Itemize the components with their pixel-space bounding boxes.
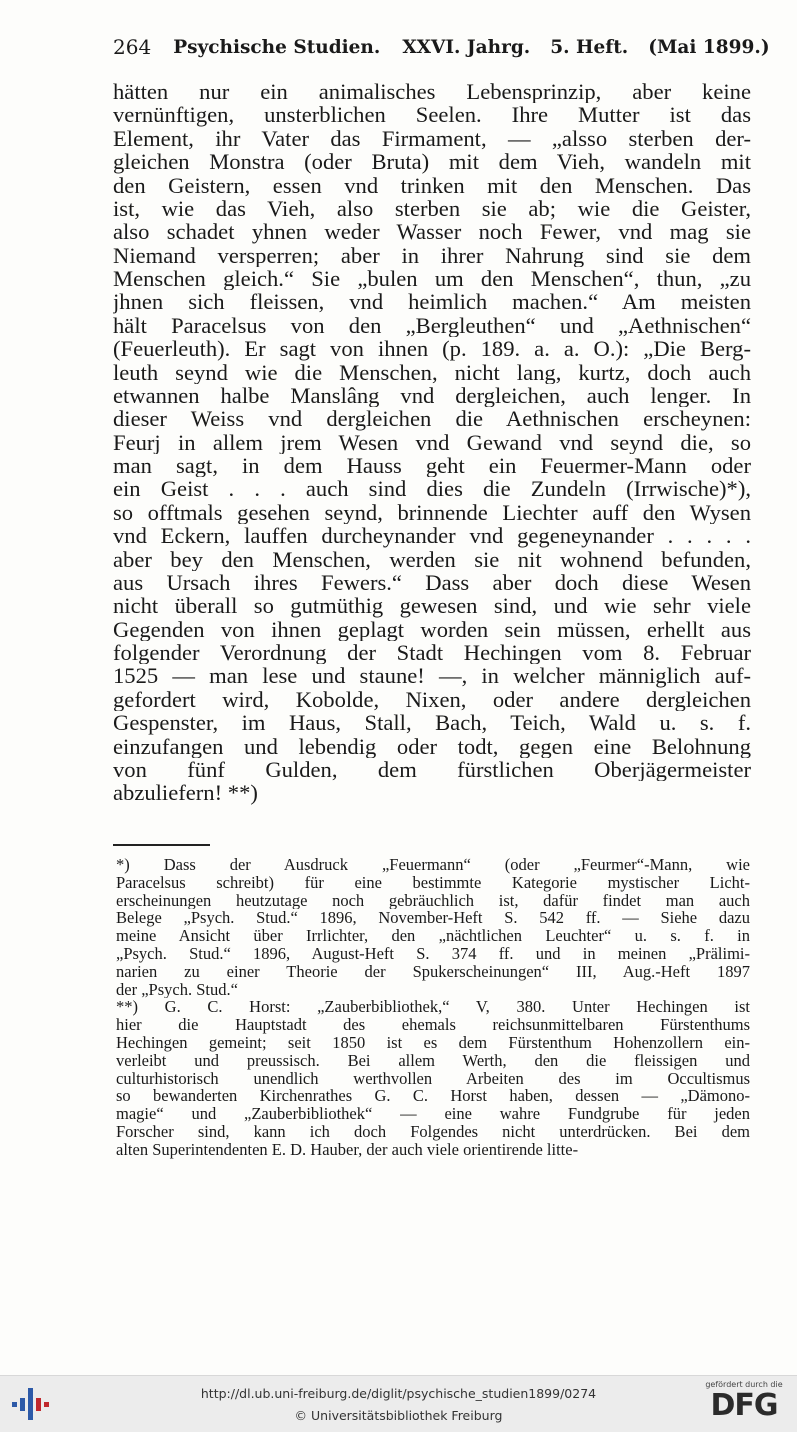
volume-label: XXVI. Jahrg. xyxy=(402,36,531,58)
footnote-line: verleibt und preussisch. Bei allem Werth, den die fleissigen und xyxy=(116,1051,750,1070)
text-line: ein Geist . . . auch sind dies die Zundeln (Irrwische)*), xyxy=(113,477,751,501)
text-line: hält Paracelsus von den „Bergleuthen“ und „Aethnischen“ xyxy=(113,313,751,338)
running-header xyxy=(113,30,770,64)
text-line: also schadet yhnen weder Wasser noch Fewer, vnd mag sie xyxy=(113,220,751,244)
text-line: folgender Verordnung der Stadt Hechingen vom 8. Februar xyxy=(113,641,751,665)
viewer-footer xyxy=(0,1375,797,1432)
text-line: Gegenden von ihnen geplagt worden sein müssen, erhellt aus xyxy=(113,617,751,641)
footnote-line: culturhistorisch unendlich werthvollen Arbeiten des im Occultismus xyxy=(116,1069,750,1088)
footnote-line: erscheinungen heutzutage noch gebräuchlich ist, dafür findet man auch xyxy=(116,891,750,910)
dfg-wordmark: DFG xyxy=(710,1388,778,1423)
text-line: abzuliefern! **) xyxy=(113,781,258,805)
text-line: Gespenster, im Haus, Stall, Bach, Teich, Wald u. s. f. xyxy=(113,711,751,735)
text-line: vernünftigen, unsterblichen Seelen. Ihre Mutter ist das xyxy=(113,103,751,127)
text-line: gefordert wird, Kobolde, Nixen, oder andere dergleichen xyxy=(113,687,751,712)
footnote-line: magie“ und „Zauberbibliothek“ — eine wahre Fundgrube für jeden xyxy=(116,1105,750,1123)
text-line: Menschen gleich.“ Sie „bulen um den Menschen“, thun, „zu xyxy=(113,267,751,291)
footnote-line: meine Ansicht über Irrlichter, den „nächtlichen Leuchter“ u. s. f. in xyxy=(116,927,750,945)
text-line: etwannen halbe Manslâng vnd dergleichen, auch lenger. In xyxy=(113,383,751,408)
footnote-line: Forscher sind, kann ich doch Folgendes nicht unterdrücken. Bei dem xyxy=(116,1122,750,1141)
footnote-line: so bewanderten Kirchenrathes G. C. Horst haben, dessen — „Dämono- xyxy=(116,1087,750,1106)
footnote-line: alten Superintendenten E. D. Hauber, der auch viele orientirende litte- xyxy=(116,1140,579,1159)
text-line: 1525 — man lese und staune! —, in welcher männiglich auf- xyxy=(113,664,751,688)
issue-label: 5. Heft. xyxy=(550,36,629,58)
permalink-url[interactable]: http://dl.ub.uni-freiburg.de/diglit/psychische_studien1899/0274 xyxy=(200,1386,597,1401)
text-line: hätten nur ein animalisches Lebensprinzip, aber keine xyxy=(113,80,751,104)
issue-date: (Mai 1899.) xyxy=(648,36,770,58)
text-line: so offtmals gesehen seynd, brinnende Liechter auff den Wysen xyxy=(113,500,751,525)
footnote-line: Paracelsus schreibt) für eine bestimmte Kategorie mystischer Licht- xyxy=(116,873,750,892)
dfg-caption: gefördert durch die xyxy=(705,1380,783,1389)
text-line: jhnen sich fleissen, vnd heimlich machen.“ Am meisten xyxy=(113,290,751,314)
footnote-line: *) Dass der Ausdruck „Feuermann“ (oder „Feurmer“-Mann, wie xyxy=(116,856,750,874)
text-line: aus Ursach ihres Fewers.“ Dass aber doch diese Wesen xyxy=(113,570,751,595)
copyright-notice: © Universitätsbibliothek Freiburg xyxy=(294,1408,503,1423)
text-line: vnd Eckern, lauffen durcheynander vnd gegeneynander . . . . . xyxy=(113,524,751,548)
text-line: ist, wie das Vieh, also sterben sie ab; wie die Geister, xyxy=(113,196,751,221)
text-line: Niemand versperren; aber in ihrer Nahrung sind sie dem xyxy=(113,243,751,267)
text-line: leuth seynd wie die Menschen, nicht lang, kurtz, doch auch xyxy=(113,360,751,384)
page-number: 264 xyxy=(113,35,152,59)
text-line: nicht überall so gutmüthig gewesen sind, und wie sehr viele xyxy=(113,594,751,618)
text-line: den Geistern, essen vnd trinken mit den Menschen. Das xyxy=(113,173,751,197)
footnote-line: der „Psych. Stud.“ xyxy=(116,980,238,999)
main-text xyxy=(113,80,751,805)
footnote-line: Hechingen gemeint; seit 1850 ist es dem Fürstenthum Hohenzollern ein- xyxy=(116,1033,750,1052)
footnote-line: Belege „Psych. Stud.“ 1896, November-Heft S. 542 ff. — Siehe dazu xyxy=(116,909,750,928)
footnotes xyxy=(116,856,750,1159)
text-line: von fünf Gulden, dem fürstlichen Oberjägermeister xyxy=(113,757,751,782)
footnote-line: „Psych. Stud.“ 1896, August-Heft S. 374 ff. und in meinen „Prälimi- xyxy=(116,944,750,963)
text-line: (Feuerleuth). Er sagt von ihnen (p. 189. a. a. O.): „Die Berg- xyxy=(113,337,751,361)
footnote-separator xyxy=(113,844,210,846)
footnote-line: hier die Hauptstadt des ehemals reichsunmittelbaren Fürstenthums xyxy=(116,1016,750,1034)
footnote-line: narien zu einer Theorie der Spukerscheinungen“ III, Aug.-Heft 1897 xyxy=(116,962,750,981)
dfg-logo xyxy=(701,1380,787,1428)
footnote-line: **) G. C. Horst: „Zauberbibliothek,“ V, 380. Unter Hechingen ist xyxy=(116,998,750,1017)
text-line: Feurj in allem jrem Wesen vnd Gewand vnd seynd die, so xyxy=(113,430,751,454)
text-line: aber bey den Menschen, werden sie nit wohnend befunden, xyxy=(113,547,751,571)
text-line: man sagt, in dem Hauss geht ein Feuermer-Mann oder xyxy=(113,454,751,478)
text-line: Element, ihr Vater das Firmament, — „alsso sterben der- xyxy=(113,126,751,151)
journal-title: Psychische Studien. xyxy=(173,36,381,58)
text-line: dieser Weiss vnd dergleichen die Aethnischen erscheynen: xyxy=(113,407,751,431)
text-line: einzufangen und lebendig oder todt, gegen eine Belohnung xyxy=(113,734,751,758)
text-line: gleichen Monstra (oder Bruta) mit dem Vieh, wandeln mit xyxy=(113,150,751,174)
